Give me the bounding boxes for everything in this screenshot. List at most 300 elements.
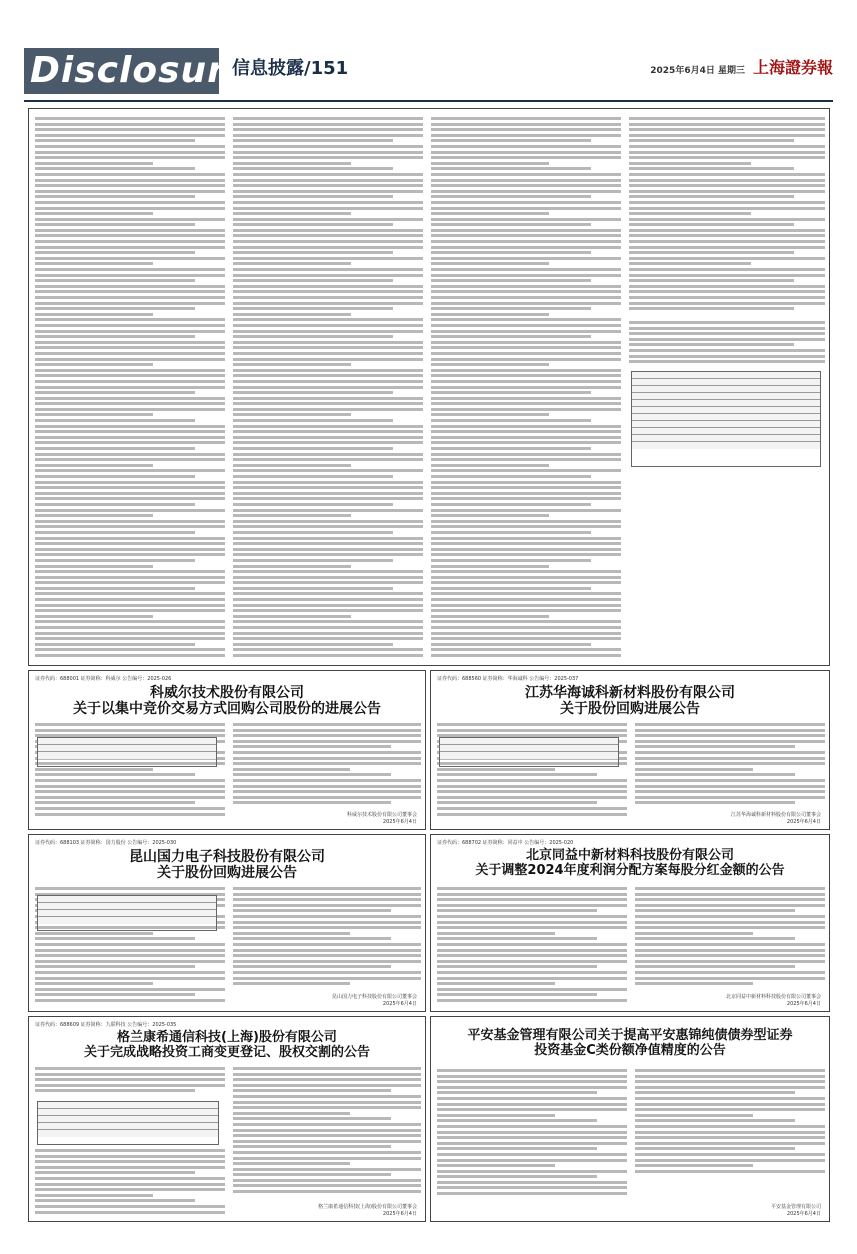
text-line (233, 184, 423, 187)
text-line (437, 813, 627, 816)
text-line (635, 779, 825, 782)
text-line (233, 977, 421, 980)
text-column (437, 1069, 627, 1203)
text-line (233, 943, 421, 946)
text-line (35, 570, 225, 573)
text-line (35, 609, 225, 612)
text-line (35, 128, 225, 131)
text-line (35, 441, 225, 444)
text-line (437, 1170, 627, 1173)
text-line (233, 587, 393, 590)
text-line (635, 965, 795, 968)
text-column (35, 1067, 225, 1097)
text-line (431, 531, 591, 534)
text-line (35, 290, 225, 293)
notice-meta: 证券代码：688001 证券简称：科威尔 公告编号：2025-026 (35, 676, 172, 682)
text-line (437, 932, 555, 935)
text-line (437, 1131, 627, 1134)
text-line (635, 1086, 825, 1089)
text-line (431, 430, 621, 433)
text-line (233, 1084, 421, 1087)
text-line (35, 274, 225, 277)
text-line (635, 926, 825, 929)
text-line (431, 257, 621, 260)
text-line (431, 296, 621, 299)
text-line (35, 408, 225, 411)
text-line (431, 335, 591, 338)
notice-tongyizhong (430, 834, 830, 1012)
text-column-2 (233, 117, 423, 661)
text-line (629, 184, 825, 187)
table-row (632, 407, 820, 414)
text-line (35, 565, 153, 568)
text-line (233, 223, 393, 226)
text-line (233, 734, 421, 737)
text-line (233, 1140, 421, 1143)
text-line (233, 762, 421, 765)
table-row (632, 421, 820, 428)
text-line (635, 1170, 825, 1173)
text-line (635, 893, 825, 896)
text-line (437, 1181, 627, 1184)
text-line (431, 458, 621, 461)
notice-kewei (28, 670, 426, 830)
notice-title: 科威尔技术股份有限公司 关于以集中竞价交易方式回购公司股份的进展公告 (73, 685, 381, 718)
text-line (629, 201, 825, 204)
text-line (233, 926, 421, 929)
text-line (431, 285, 621, 288)
text-line (431, 654, 621, 657)
text-line (35, 380, 225, 383)
text-line (233, 954, 421, 957)
text-line (629, 145, 825, 148)
text-line (233, 156, 423, 159)
text-line (437, 1108, 627, 1111)
text-line (233, 904, 421, 907)
text-line (35, 352, 225, 355)
text-line (437, 1075, 627, 1078)
text-line (635, 1097, 825, 1100)
text-line (431, 436, 621, 439)
text-line (635, 1164, 753, 1167)
notice-guoli (28, 834, 426, 1012)
text-line (35, 1084, 225, 1087)
text-line (233, 352, 423, 355)
text-line (233, 335, 393, 338)
text-line (35, 262, 153, 265)
text-line (35, 453, 225, 456)
text-line (635, 949, 825, 952)
text-line (233, 520, 423, 523)
text-line (437, 1175, 597, 1178)
text-line (437, 960, 627, 963)
text-line (233, 1067, 421, 1070)
text-line (233, 965, 391, 968)
text-line (635, 757, 825, 760)
text-line (437, 1086, 627, 1089)
text-line (35, 313, 153, 316)
text-line (35, 1089, 195, 1092)
text-line (635, 921, 825, 924)
text-line (431, 167, 591, 170)
text-line (635, 1103, 825, 1106)
text-line (233, 173, 423, 176)
text-line (35, 553, 225, 556)
text-line (233, 921, 421, 924)
text-line (35, 514, 153, 517)
text-line (629, 123, 825, 126)
text-line (635, 954, 825, 957)
text-line (635, 898, 825, 901)
text-line (629, 167, 794, 170)
text-line (437, 926, 627, 929)
text-line (35, 729, 225, 732)
text-line (431, 509, 621, 512)
text-line (437, 768, 555, 771)
text-line (35, 257, 225, 260)
text-line (35, 813, 225, 816)
text-line (35, 458, 225, 461)
text-line (35, 240, 225, 243)
text-line (35, 201, 225, 204)
text-line (233, 397, 423, 400)
text-line (35, 1166, 225, 1169)
text-line (437, 807, 627, 810)
text-line (35, 212, 153, 215)
text-line (233, 1078, 421, 1081)
text-line (635, 796, 825, 799)
text-line (635, 960, 825, 963)
text-line (431, 592, 621, 595)
text-line (35, 1211, 225, 1214)
text-line (437, 893, 627, 896)
text-line (233, 1112, 350, 1115)
signature: 昆山国力电子科技股份有限公司董事会 2025年6月4日 (331, 994, 417, 1007)
text-line (431, 162, 549, 165)
text-line (431, 139, 591, 142)
text-line (35, 525, 225, 528)
text-line (635, 943, 825, 946)
text-line (431, 453, 621, 456)
text-line (35, 195, 195, 198)
table-row (632, 428, 820, 435)
text-line (35, 977, 225, 980)
text-line (35, 302, 225, 305)
text-line (431, 179, 621, 182)
text-line (35, 632, 225, 635)
text-line (35, 162, 153, 165)
text-line (233, 592, 423, 595)
text-line (233, 447, 393, 450)
info-table (37, 737, 217, 767)
text-line (35, 207, 225, 210)
text-line (35, 330, 225, 333)
table-row (38, 917, 216, 924)
text-line (35, 988, 225, 991)
text-line (233, 229, 423, 232)
text-line (233, 514, 351, 517)
issue-date: 2025年6月4日 星期三 (650, 66, 745, 76)
text-line (233, 553, 423, 556)
text-line (635, 915, 825, 918)
text-line (629, 274, 825, 277)
text-column-4b (629, 321, 825, 367)
text-line (629, 349, 825, 352)
text-line (35, 229, 225, 232)
text-line (233, 257, 423, 260)
text-line (437, 1164, 555, 1167)
text-line (233, 757, 421, 760)
text-line (431, 408, 621, 411)
text-line (629, 338, 825, 341)
text-line (35, 279, 195, 282)
text-line (431, 201, 621, 204)
text-line (431, 503, 591, 506)
text-line (233, 643, 393, 646)
text-line (629, 285, 825, 288)
info-table (439, 737, 619, 767)
text-line (35, 307, 195, 310)
text-line (35, 464, 153, 467)
text-line (233, 1129, 421, 1132)
text-line (431, 318, 621, 321)
table-row (632, 435, 820, 442)
text-line (431, 123, 621, 126)
text-line (437, 887, 627, 890)
text-line (437, 1153, 627, 1156)
text-line (233, 525, 423, 528)
text-line (233, 729, 421, 732)
text-line (233, 559, 393, 562)
table-row (38, 1116, 218, 1123)
text-line (233, 441, 423, 444)
text-line (233, 330, 423, 333)
text-line (35, 223, 195, 226)
text-column (635, 887, 825, 991)
notice-meta: 证券代码：688560 证券简称：华海诚科 公告编号：2025-037 (437, 676, 579, 682)
text-line (635, 909, 795, 912)
text-line (233, 123, 423, 126)
text-line (35, 1149, 225, 1152)
text-line (233, 128, 423, 131)
text-line (35, 1199, 195, 1202)
text-line (35, 173, 225, 176)
text-line (35, 151, 225, 154)
table-row (632, 442, 820, 449)
text-line (35, 134, 225, 137)
text-line (233, 893, 421, 896)
text-line (35, 123, 225, 126)
text-line (233, 509, 423, 512)
text-line (233, 413, 351, 416)
info-table (631, 371, 821, 467)
text-line (233, 1145, 391, 1148)
text-line (233, 1151, 421, 1154)
text-line (635, 1125, 825, 1128)
text-line (629, 332, 825, 335)
text-line (233, 117, 423, 120)
text-line (35, 785, 225, 788)
text-line (431, 145, 621, 148)
text-line (431, 604, 621, 607)
text-line (35, 949, 225, 952)
text-line (635, 1159, 825, 1162)
text-line (233, 251, 393, 254)
header-right (650, 55, 833, 78)
text-line (35, 620, 225, 623)
notice-meta: 证券代码：688103 证券简称：国力股份 公告编号：2025-030 (35, 840, 177, 846)
text-line (233, 346, 423, 349)
text-line (233, 268, 423, 271)
text-line (35, 139, 195, 142)
text-line (233, 531, 393, 534)
text-line (233, 436, 423, 439)
text-line (437, 1192, 627, 1195)
text-line (635, 1131, 825, 1134)
text-line (431, 274, 621, 277)
text-line (233, 425, 423, 428)
text-line (233, 637, 423, 640)
text-line (35, 475, 195, 478)
text-line (431, 425, 621, 428)
signature: 北京同益中新材料科技股份有限公司董事会 2025年6月4日 (725, 994, 821, 1007)
text-line (35, 1160, 225, 1163)
text-line (431, 207, 621, 210)
table-row (38, 903, 216, 910)
text-line (431, 290, 621, 293)
text-line (35, 773, 195, 776)
text-line (35, 1078, 225, 1081)
text-line (431, 587, 591, 590)
text-line (635, 1147, 795, 1150)
text-line (35, 503, 195, 506)
text-line (35, 1067, 225, 1070)
text-line (431, 358, 621, 361)
text-line (35, 386, 225, 389)
text-line (35, 117, 225, 120)
text-line (629, 343, 794, 346)
text-line (437, 1186, 627, 1189)
text-line (35, 1183, 225, 1186)
text-line (35, 779, 225, 782)
text-line (35, 520, 225, 523)
text-column (233, 1067, 421, 1201)
masthead (0, 0, 857, 105)
text-line (233, 751, 421, 754)
page-number: /151 (304, 58, 349, 79)
text-line (437, 1142, 627, 1145)
text-line (233, 307, 393, 310)
text-line (233, 274, 423, 277)
text-line (233, 218, 423, 221)
text-line (35, 807, 225, 810)
text-line (35, 218, 225, 221)
text-line (431, 223, 591, 226)
text-line (629, 262, 751, 265)
text-line (35, 768, 153, 771)
text-column (437, 887, 627, 1005)
text-line (431, 374, 621, 377)
text-line (431, 626, 621, 629)
text-line (233, 745, 391, 748)
text-line (35, 559, 195, 562)
text-line (35, 425, 225, 428)
text-line (437, 954, 627, 957)
text-line (635, 723, 825, 726)
text-line (437, 1103, 627, 1106)
text-line (233, 565, 351, 568)
text-line (233, 341, 423, 344)
text-line (437, 1125, 627, 1128)
text-line (635, 768, 753, 771)
text-line (635, 971, 825, 974)
text-line (431, 134, 621, 137)
text-line (35, 447, 195, 450)
text-line (431, 576, 621, 579)
continued-notice (28, 108, 830, 666)
text-line (233, 481, 423, 484)
text-line (629, 279, 794, 282)
text-line (629, 179, 825, 182)
text-line (35, 643, 195, 646)
text-line (629, 156, 825, 159)
text-line (35, 1188, 225, 1191)
text-line (431, 380, 621, 383)
text-line (437, 785, 627, 788)
text-line (233, 324, 423, 327)
notice-title: 格兰康希通信科技(上海)股份有限公司 关于完成战略投资工商变更登记、股权交割的公告 (83, 1030, 370, 1060)
text-line (437, 921, 627, 924)
text-line (35, 542, 225, 545)
text-line (35, 436, 225, 439)
text-line (35, 296, 225, 299)
text-line (233, 279, 393, 282)
text-line (233, 1162, 350, 1165)
text-line (635, 729, 825, 732)
text-line (629, 251, 794, 254)
text-line (233, 458, 423, 461)
text-line (233, 475, 393, 478)
text-line (635, 751, 825, 754)
text-line (437, 1069, 627, 1072)
text-line (437, 801, 597, 804)
text-line (35, 531, 195, 534)
text-line (35, 637, 225, 640)
table-row (38, 896, 216, 903)
text-line (437, 999, 627, 1002)
text-line (233, 801, 391, 804)
text-line (35, 723, 225, 726)
text-line (431, 565, 549, 568)
text-line (233, 162, 351, 165)
text-line (35, 492, 225, 495)
text-line (629, 296, 825, 299)
text-line (35, 397, 225, 400)
text-line (629, 139, 794, 142)
table-row (632, 414, 820, 421)
text-line (431, 402, 621, 405)
text-line (35, 592, 225, 595)
text-line (35, 965, 195, 968)
text-line (35, 993, 195, 996)
text-line (629, 321, 825, 324)
info-table (37, 895, 217, 931)
text-line (629, 134, 825, 137)
text-line (431, 598, 621, 601)
text-line (35, 179, 225, 182)
text-line (635, 904, 825, 907)
text-line (431, 620, 621, 623)
